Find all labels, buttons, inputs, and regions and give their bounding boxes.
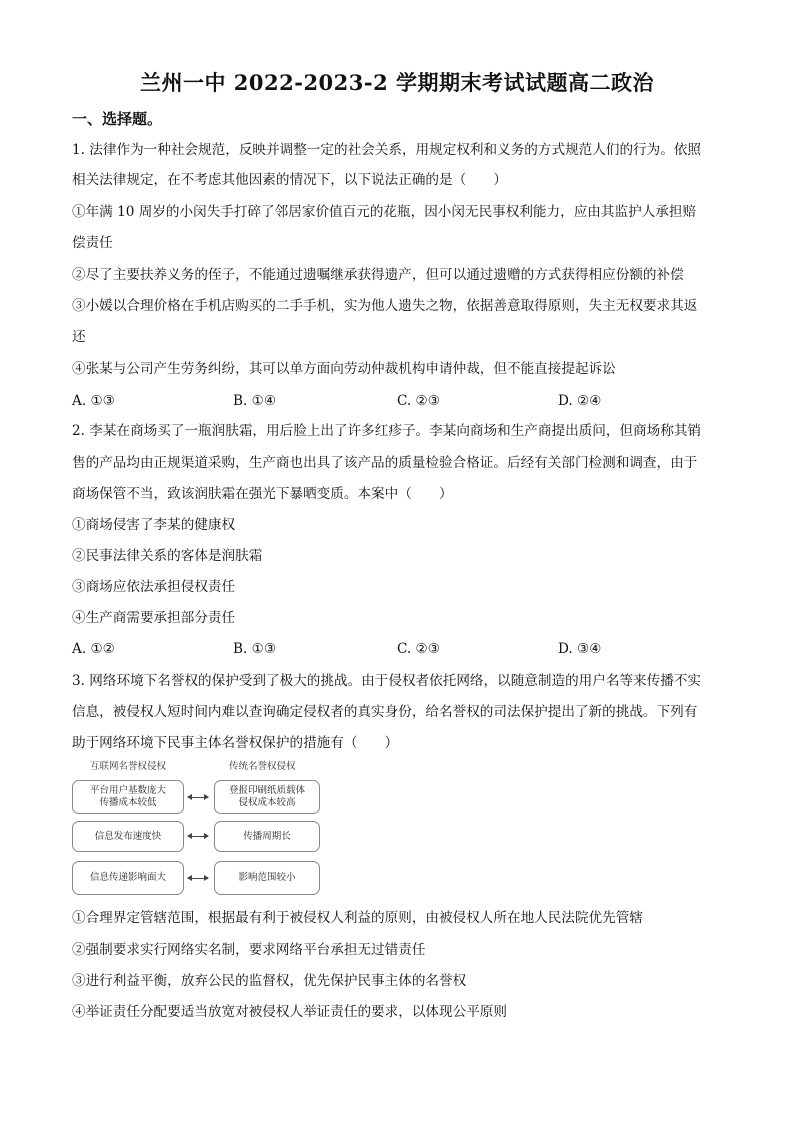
q1-item-3-line-2: 还 (72, 329, 86, 345)
q2-stem-line-1: 2. 李某在商场买了一瓶润肤霜，用后脸上出了许多红疹子。李某向商场和生产商提出质问，但商场称其销 (72, 423, 702, 439)
diagram-left-box-2 (72, 821, 184, 852)
double-arrow-icon (188, 797, 208, 798)
q2-option-d[interactable]: D. ③④ (558, 641, 602, 657)
diagram-left-box-3 (72, 861, 184, 895)
q1-stem-line-2: 相关法律规定，在不考虑其他因素的情况下，以下说法正确的是（ ） (72, 172, 507, 188)
diagram-left-box-3-text: 信息传递影响面大 (89, 872, 166, 883)
diagram-left-heading: 互联网名誉权侵权 (90, 761, 167, 772)
q1-option-c[interactable]: C. ②③ (397, 393, 440, 409)
q3-item-2: ②强制要求实行网络实名制，要求网络平台承担无过错责任 (72, 942, 426, 958)
q3-stem-line-1: 3. 网络环境下名誉权的保护受到了极大的挑战。由于侵权者依托网络，以随意制造的用户名等来传播不实 (72, 673, 702, 689)
diagram-right-box-3 (214, 861, 320, 895)
q3-stem-line-2: 信息，被侵权人短时间内难以查询确定侵权者的真实身份，给名誉权的司法保护提出了新的挑战。下列有 (72, 704, 698, 720)
q2-stem-line-3: 商场保管不当，致该润肤霜在强光下暴晒变质。本案中（ ） (72, 486, 453, 502)
exam-title: 兰州一中 2022-2023-2 学期期末考试试题高二政治 (139, 70, 655, 95)
diagram-right-box-1-line-1: 登报印刷纸质载体 (228, 785, 305, 796)
diagram-left-box-2-text: 信息发布速度快 (94, 830, 162, 842)
double-arrow-icon (188, 878, 208, 879)
q2-stem-line-2: 售的产品均由正规渠道采购，生产商也出具了该产品的质量检验合格证。后经有关部门检测和调查，由于 (72, 455, 698, 471)
q1-option-a[interactable]: A. ①③ (72, 393, 115, 409)
diagram-left-box-1-line-1: 平台用户基数庞大 (89, 785, 166, 796)
q2-option-b[interactable]: B. ①③ (233, 641, 277, 657)
double-arrow-icon (188, 836, 208, 837)
q3-item-1: ①合理界定管辖范围，根据最有利于被侵权人利益的原则，由被侵权人所在地人民法院优先管辖 (72, 910, 643, 926)
q1-item-1-line-1: ①年满 10 周岁的小闵失手打碎了邻居家价值百元的花瓶，因小闵无民事权利能力，应由其监护人承担赔 (72, 204, 697, 220)
q2-item-3: ③商场应依法承担侵权责任 (72, 579, 236, 595)
q1-item-2: ②尽了主要扶养义务的侄子，不能通过遗嘱继承获得遗产，但可以通过遗赠的方式获得相应份额的补偿 (72, 267, 684, 283)
q2-item-2: ②民事法律关系的客体是润肤霜 (72, 548, 263, 564)
q2-option-c[interactable]: C. ②③ (397, 641, 440, 657)
diagram-right-box-2 (214, 821, 320, 852)
q1-option-b[interactable]: B. ①④ (233, 393, 277, 409)
diagram-right-heading: 传统名誉权侵权 (229, 761, 296, 772)
q1-item-4: ④张某与公司产生劳务纠纷，其可以单方面向劳动仲裁机构申请仲裁，但不能直接提起诉讼 (72, 361, 616, 377)
comparison-diagram (68, 758, 328, 898)
q3-item-3: ③进行利益平衡，放弃公民的监督权，优先保护民事主体的名誉权 (72, 973, 467, 989)
diagram-right-box-1-line-2: 侵权成本较高 (238, 797, 296, 808)
diagram-left-box-1 (72, 780, 184, 814)
diagram-right-box-3-text: 影响范围较小 (238, 872, 296, 883)
q2-option-a[interactable]: A. ①② (72, 641, 115, 657)
section-heading: 一、选择题。 (72, 110, 163, 128)
q1-option-d[interactable]: D. ②④ (558, 393, 602, 409)
q1-item-3-line-1: ③小媛以合理价格在手机店购买的二手手机，实为他人遗失之物，依据善意取得原则，失主无权要求其返 (72, 298, 698, 314)
q2-item-1: ①商场侵害了李某的健康权 (72, 517, 236, 533)
diagram-right-box-1 (214, 780, 320, 814)
diagram-left-box-1-line-2: 传播成本较低 (99, 797, 157, 808)
q2-item-4: ④生产商需要承担部分责任 (72, 610, 236, 626)
diagram-right-box-2-text: 传播周期长 (243, 830, 291, 842)
q1-stem-line-1: 1. 法律作为一种社会规范，反映并调整一定的社会关系，用规定权利和义务的方式规范人们的行为。依照 (72, 142, 702, 158)
q3-stem-line-3: 助于网络环境下民事主体名誉权保护的措施有（ ） (72, 735, 399, 751)
q3-item-4: ④举证责任分配要适当放宽对被侵权人举证责任的要求，以体现公平原则 (72, 1004, 507, 1020)
q1-item-1-line-2: 偿责任 (72, 235, 113, 251)
